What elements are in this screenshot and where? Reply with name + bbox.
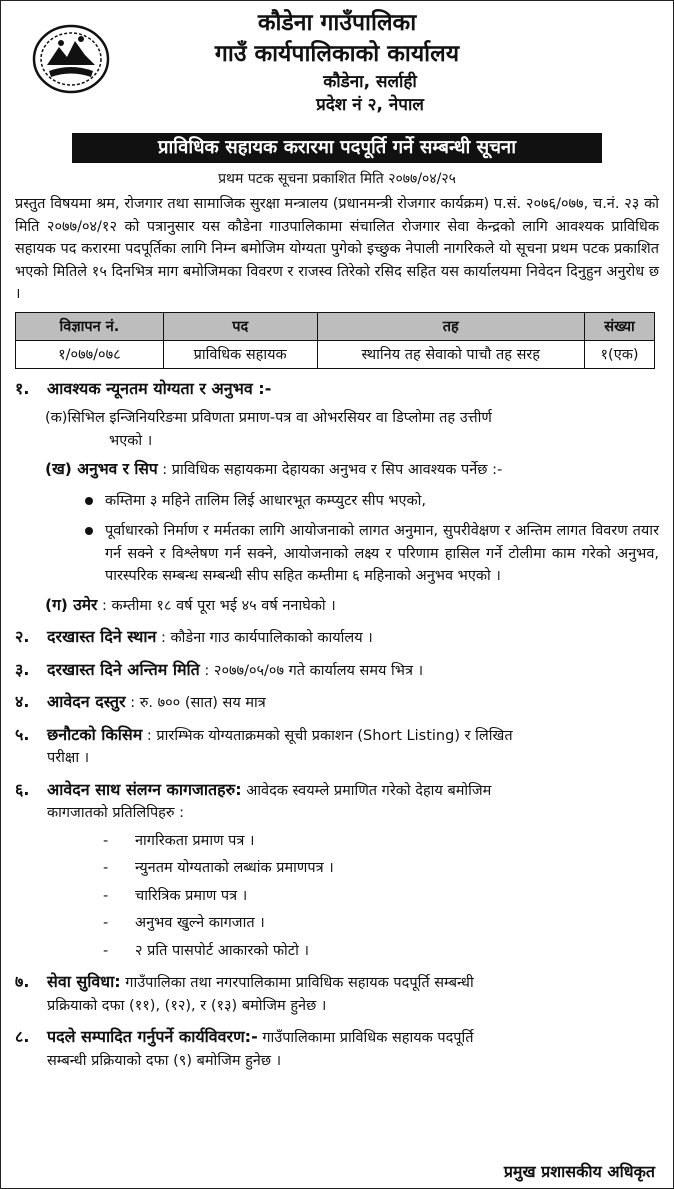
list-item [15,520,659,588]
attachment-text: २ प्रति पासपोर्ट आकारको फोटो । [135,942,309,959]
nepal-emblem-logo [31,23,111,95]
section-number: ८. [15,1027,30,1046]
list-item [15,857,659,880]
sub-text: : प्राविधिक सहायकमा देहायका अनुभव र सिप आवश्यक पर्नेछ :- [162,462,503,478]
section-heading: दरखास्त दिने अन्तिम मिति [47,659,200,679]
qualification-ka [15,407,659,430]
section-heading: आवेदन साथ संलग्न कागजातहरु: [47,779,242,799]
attachment-text: अनुभव खुल्ने कागजात । [135,915,265,931]
section-qualification [15,378,659,402]
cell-count: १(एक) [585,340,655,368]
table-row [16,340,655,368]
dash-marker: - [103,832,109,849]
section-text: : २०७७/०५/०७ गते कार्यालय समय भित्र । [204,662,424,679]
section-number: ६. [15,779,30,799]
section-number: ५. [15,724,30,744]
section-text: आवेदक स्वयम्ले प्रमाणित गरेको देहाय बमोजिम [241,782,492,799]
sub-text: सिभिल इन्जिनियरिङमा प्रविणता प्रमाण-पत्र वा ओभरसियर वा डिप्लोमा तह उत्तीर्ण [67,410,492,426]
vacancy-table [15,312,655,369]
bullet-text: कम्तिमा ३ महिने तालिम लिई आधारभूत कम्प्युटर सीप भएको, [105,492,427,509]
bullet-icon [85,527,93,535]
section-number: २. [15,627,30,646]
cell-post: प्राविधिक सहायक [163,340,317,368]
qualification-kha [15,458,659,482]
qualification-ka-cont: भएको । [109,432,153,449]
dash-marker: - [103,860,109,876]
dash-marker: - [103,942,109,959]
office-name: गाउँ कार्यपालिकाको कार्यालय [214,41,460,67]
attachment-text: चारित्रिक प्रमाण पत्र । [135,887,248,904]
section-text: : रु. ७०० (सात) सय मात्र [130,695,266,711]
vacancy-table-header [16,312,655,340]
section-deadline [15,659,659,683]
section-heading: दरखास्त दिने स्थान [47,627,157,646]
attachment-text: नागरिकता प्रमाण पत्र । [135,832,255,849]
section-job-description [15,1026,659,1050]
section-heading: आवश्यक न्यूनतम योग्यता र अनुभव :- [47,378,272,398]
notice-header [15,1,659,131]
section-number: १. [15,378,30,398]
col-post: पद [163,312,317,340]
section-text: : प्रारम्भिक योग्यताक्रमको सूची प्रकाशन (Short Listing) र लिखित [146,727,513,744]
col-ad-number: विज्ञापन नं. [16,312,164,340]
dash-marker: - [103,887,109,904]
bullet-icon [85,497,93,505]
office-location: कौडेना, सर्लाही [323,72,417,92]
bullet-text: पूर्वाधारको निर्माण र मर्मतका लागि आयोजनाको लागत अनुमान, सुपरीवेक्षण र अन्तिम लागत विवरण तयार गर्न सक्ने र विश्लेषण गर्न सक्ने, आयोजनाको लक्ष्य र परिणाम हासिल गर्ने टोलीमा काम गरेको अनुभव, पारस्परिक सम्बन्ध सम्बन्धी सीप सहित कम्तीमा ६ महिनाको अनुभव भएको । [105,523,659,584]
col-count: संख्या [585,312,655,340]
intro-paragraph: प्रस्तुत विषयमा श्रम, रोजगार तथा सामाजिक सुरक्षा मन्त्रालय (प्रधानमन्त्री रोजगार कार्यक्रम) प.सं. २०७६/०७७, च.नं. २३ को मिति २०७७/०४/१२ को पत्रानुसार यस कौडेना गाउपालिकामा संचालित रोजगार सेवा केन्द्रको लागि आवश्यक प्राविधिक सहायक पद करारमा पदपूर्तिका लागि निम्न बमोजिम योग्यता पुगेको इच्छुक नेपाली नागरिकले यो सूचना प्रथम पटक प्रकाशित भएको मितिले १५ दिनभित्र माग बमोजिमका विवरण र राजस्व तिरेको रसिद सहित यस कार्यालयमा निवेदन दिनुहुन अनुरोध छ । [15,196,659,302]
section-text-cont: कागजातको प्रतिलिपिहरु : [47,805,185,821]
sub-label: (क) [45,410,68,426]
section-text: : कौडेना गाउ कार्यपालिकाको कार्यालय । [161,630,373,646]
section-number: ३. [15,659,30,679]
section-heading: छनौटको किसिम [47,724,143,744]
section-fee [15,691,659,715]
qualification-ga [15,594,659,618]
section-text-cont: परीक्षा । [47,750,90,766]
dash-marker: - [103,915,109,931]
sub-label: (ख) अनुभव र सिप [45,460,158,478]
notice-title-banner: प्राविधिक सहायक करारमा पदपूर्ति गर्ने सम्बन्धी सूचना [72,133,602,163]
section-application-place [15,626,659,650]
publication-date: प्रथम पटक सूचना प्रकाशित मिति २०७७/०४/२५ [218,171,456,187]
section-number: ७. [15,972,30,991]
municipality-name: कौडेना गाउँपालिका [257,10,417,36]
section-text: गाउँपालिका तथा नगरपालिकामा प्राविधिक सहायक पदपूर्ति सम्बन्धी [120,975,474,991]
office-province: प्रदेश नं २, नेपाल [316,95,424,115]
col-level: तह [317,312,584,340]
section-number: ४. [15,692,30,711]
cell-ad-number: १/०७७/०७८ [16,340,164,368]
list-item [15,490,659,513]
section-service-benefits [15,971,659,995]
list-item [15,912,659,935]
section-text: गाउँपालिकामा प्राविधिक सहायक पदपूर्ति [257,1030,474,1046]
signature-title: प्रमुख प्रशासकीय अधिकृत [503,1162,655,1181]
section-heading: सेवा सुविधा: [47,972,121,991]
section-selection-type [15,724,659,748]
section-heading: पदले सम्पादित गर्नुपर्ने कार्यविवरण:- [47,1027,258,1046]
list-item [15,885,659,908]
section-text-cont: प्रक्रियाको दफा (११), (१२), र (१३) बमोजिम हुनेछ । [47,997,327,1014]
section-text-cont: सम्बन्धी प्रक्रियाको दफा (९) बमोजिम हुनेछ । [47,1052,282,1069]
sub-text: : कम्तीमा १८ वर्ष पूरा भई ४५ वर्ष ननाघेको । [102,597,336,614]
section-heading: आवेदन दस्तुर [47,692,126,711]
cell-level: स्थानिय तह सेवाको पाचौ तह सरह [317,340,584,368]
sub-label: (ग) उमेर [45,595,98,614]
list-item [15,830,659,853]
list-item [15,940,659,963]
attachment-text: न्युनतम योग्यताको लब्धांक प्रमाणपत्र । [135,860,334,876]
section-attachments [15,779,659,803]
